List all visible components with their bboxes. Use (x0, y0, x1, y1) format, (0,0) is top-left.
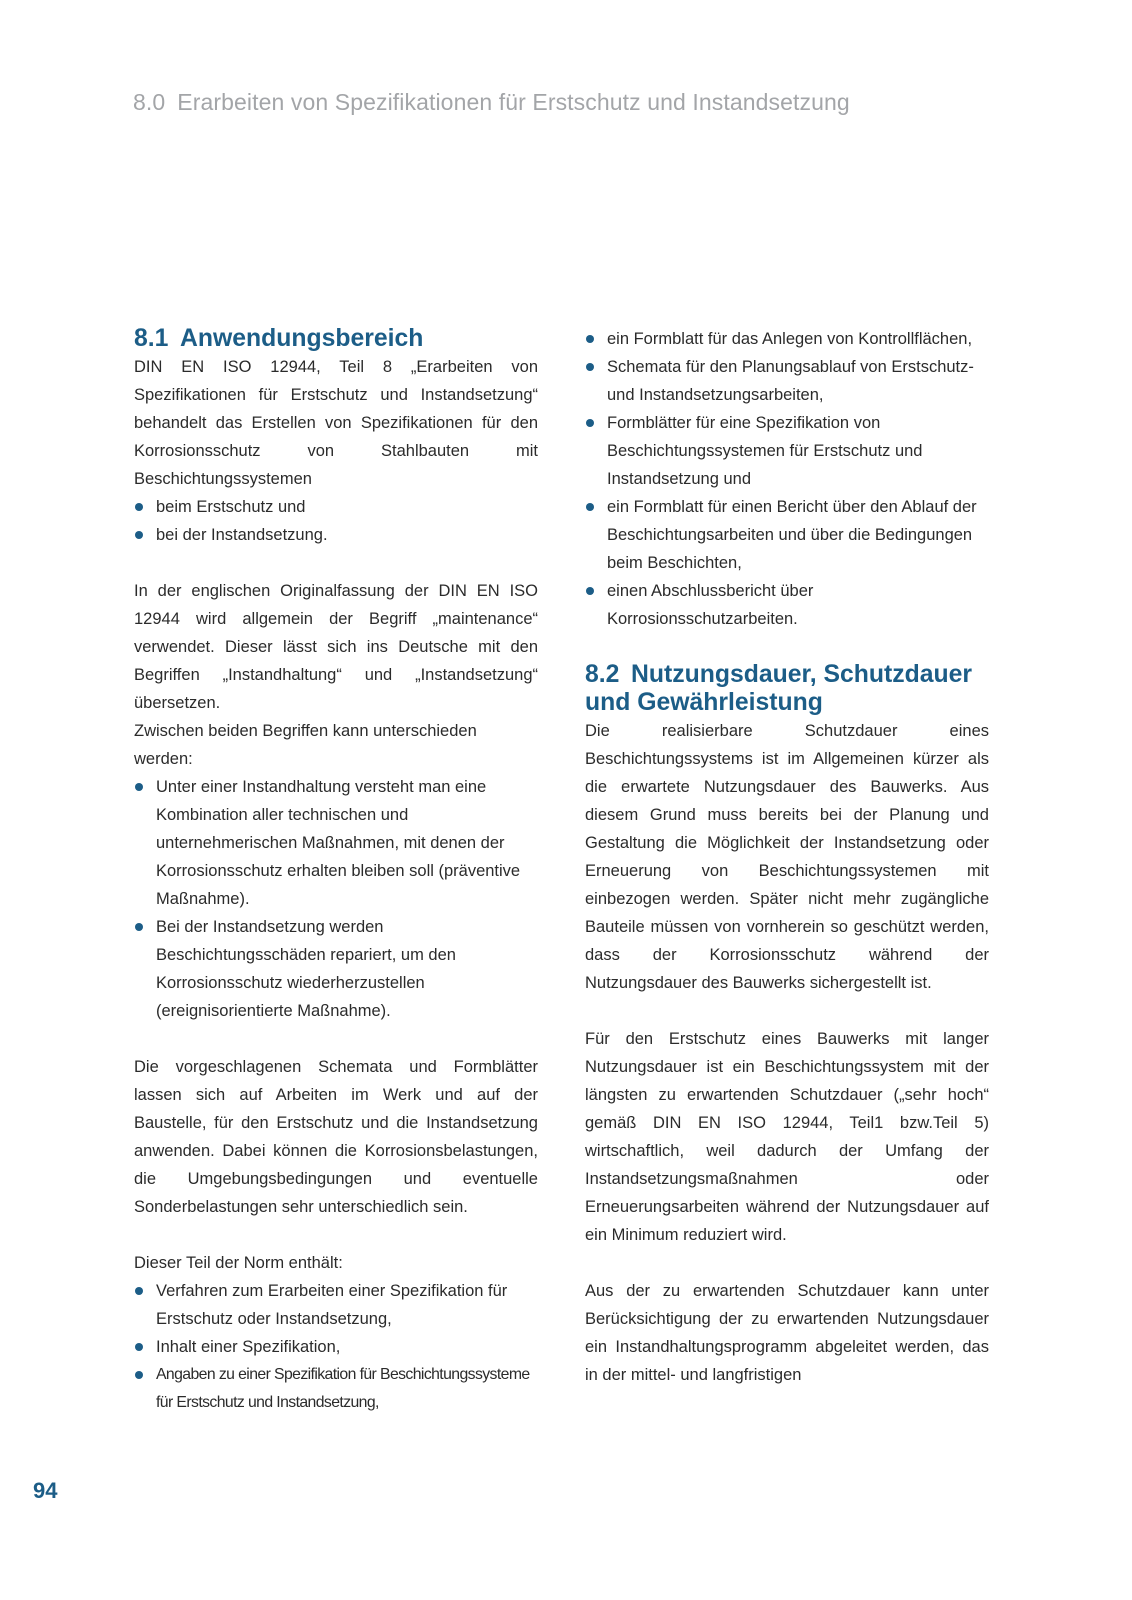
page-number: 94 (33, 1478, 58, 1503)
protection-paragraph-1: Die realisierbare Schutzdauer eines Beschichtungssystems ist im Allgemeinen kürzer als die erwartete Nutzungsdauer des Bauwerks. Aus diesem Grund muss bereits bei der Planung und Gestaltung die Möglichkeit der Instandsetzung oder Erneuerung von Beschichtungssystemen mit einbezogen werden. Später nicht mehr zugängliche Bauteile müssen von vornherein so geschützt werden, dass der Korrosionsschutz während der Nutzungsdauer des Bauwerks sichergestellt ist. (585, 722, 989, 992)
bullet-icon (135, 1343, 143, 1351)
bullet-icon (135, 1287, 143, 1295)
list-item-text: beim Erstschutz und (156, 498, 306, 516)
list-item-text: bei der Instandsetzung. (156, 526, 328, 544)
terms-list (134, 773, 538, 1025)
section-number: 8.2 (585, 661, 620, 688)
chapter-title: Erarbeiten von Spezifikationen für Erstschutz und Instandsetzung (177, 89, 850, 115)
section-title-line1: Nutzungsdauer, Schutzdauer (631, 661, 973, 688)
intro-paragraph: DIN EN ISO 12944, Teil 8 „Erarbeiten von Spezifikationen für Erstschutz und Instandsetzung“ behandelt das Erstellen von Spezifikationen für den Korrosionsschutz von Stahlbauten mit Beschichtungssystemen (134, 358, 538, 488)
bullet-icon (135, 923, 143, 931)
bullet-icon (586, 363, 594, 371)
protection-paragraph-2: Für den Erstschutz eines Bauwerks mit langer Nutzungsdauer ist ein Beschichtungssystem mit der längsten zu erwartenden Schutzdauer („sehr hoch“ gemäß DIN EN ISO 12944, Teil1 bzw.Teil 5) wirtschaftlich, weil dadurch der Umfang der Instandsetzungsmaßnahmen oder Erneuerungsarbeiten während der Nutzungsdauer auf ein Minimum reduziert wird. (585, 1030, 989, 1244)
bullet-icon (586, 335, 594, 343)
list-item (585, 577, 989, 633)
list-item-text: Unter einer Instandhaltung versteht man eine Kombination aller technischen und unternehmerischen Maßnahmen, mit denen der Korrosionsschutz erhalten bleiben soll (präventive Maßnahme). (156, 778, 521, 908)
list-item-text: Angaben zu einer Spezifikation für Beschichtungssysteme für Erstschutz und Instandsetzung, (156, 1366, 530, 1411)
section-title-line2: und Gewährleistung (585, 689, 823, 716)
list-item (585, 353, 989, 409)
list-item-text: Schemata für den Planungsablauf von Erstschutz- und Instandsetzungsarbeiten, (607, 358, 974, 404)
bullet-icon (586, 503, 594, 511)
contents-intro: Dieser Teil der Norm enthält: (134, 1254, 343, 1272)
list-item (134, 493, 538, 521)
list-item-text: ein Formblatt für das Anlegen von Kontrollflächen, (607, 330, 973, 348)
section-heading-8-2 (585, 661, 989, 717)
distinguish-paragraph: Zwischen beiden Begriffen kann unterschieden werden: (134, 722, 477, 768)
list-item (585, 409, 989, 493)
maintenance-paragraph: In der englischen Originalfassung der DIN EN ISO 12944 wird allgemein der Begriff „maintenance“ verwendet. Dieser lässt sich ins Deutsche mit den Begriffen „Instandhaltung“ und „Instandsetzung“ übersetzen. (134, 582, 538, 712)
bullet-icon (135, 531, 143, 539)
list-item (134, 1277, 538, 1333)
contents-list (134, 1277, 538, 1417)
list-item (134, 773, 538, 913)
protection-paragraph-3: Aus der zu erwartenden Schutzdauer kann unter Berücksichtigung der zu erwartenden Nutzungsdauer ein Instandhaltungsprogramm abgeleitet werden, das in der mittel- und langfristigen (585, 1282, 989, 1384)
contents-list-continued (585, 325, 989, 633)
section-title: Anwendungsbereich (180, 325, 424, 352)
list-item (134, 913, 538, 1025)
bullet-icon (586, 587, 594, 595)
list-item-text: Inhalt einer Spezifikation, (156, 1338, 341, 1356)
list-item-text: Bei der Instandsetzung werden Beschichtungsschäden repariert, um den Korrosionsschutz wiederherzustellen (ereignisorientierte Maßnahme). (156, 918, 456, 1020)
list-item-text: ein Formblatt für einen Bericht über den Ablauf der Beschichtungsarbeiten und über die Bedingungen beim Beschichten, (607, 498, 977, 572)
section-heading-8-1 (134, 325, 538, 353)
bullet-icon (586, 419, 594, 427)
right-column (585, 325, 989, 1389)
schemata-paragraph: Die vorgeschlagenen Schemata und Formblätter lassen sich auf Arbeiten im Werk und auf der Baustelle, für den Erstschutz und die Instandsetzung anwenden. Dabei können die Korrosionsbelastungen, die Umgebungsbedingungen und eventuelle Sonderbelastungen sehr unterschiedlich sein. (134, 1058, 538, 1216)
bullet-icon (135, 783, 143, 791)
list-item (134, 1333, 538, 1361)
bullet-icon (135, 503, 143, 511)
list-item-text: Verfahren zum Erarbeiten einer Spezifikation für Erstschutz oder Instandsetzung, (156, 1282, 508, 1328)
list-item (134, 1361, 538, 1417)
chapter-number: 8.0 (133, 89, 166, 115)
list-item-text: einen Abschlussbericht über Korrosionsschutzarbeiten. (607, 582, 814, 628)
section-number: 8.1 (134, 325, 169, 352)
intro-list (134, 493, 538, 549)
bullet-icon (135, 1371, 143, 1379)
list-item (134, 521, 538, 549)
list-item (585, 493, 989, 577)
left-column (134, 325, 538, 1417)
chapter-header (133, 89, 850, 116)
list-item-text: Formblätter für eine Spezifikation von Beschichtungssystemen für Erstschutz und Instandsetzung und (607, 414, 923, 488)
list-item (585, 325, 989, 353)
